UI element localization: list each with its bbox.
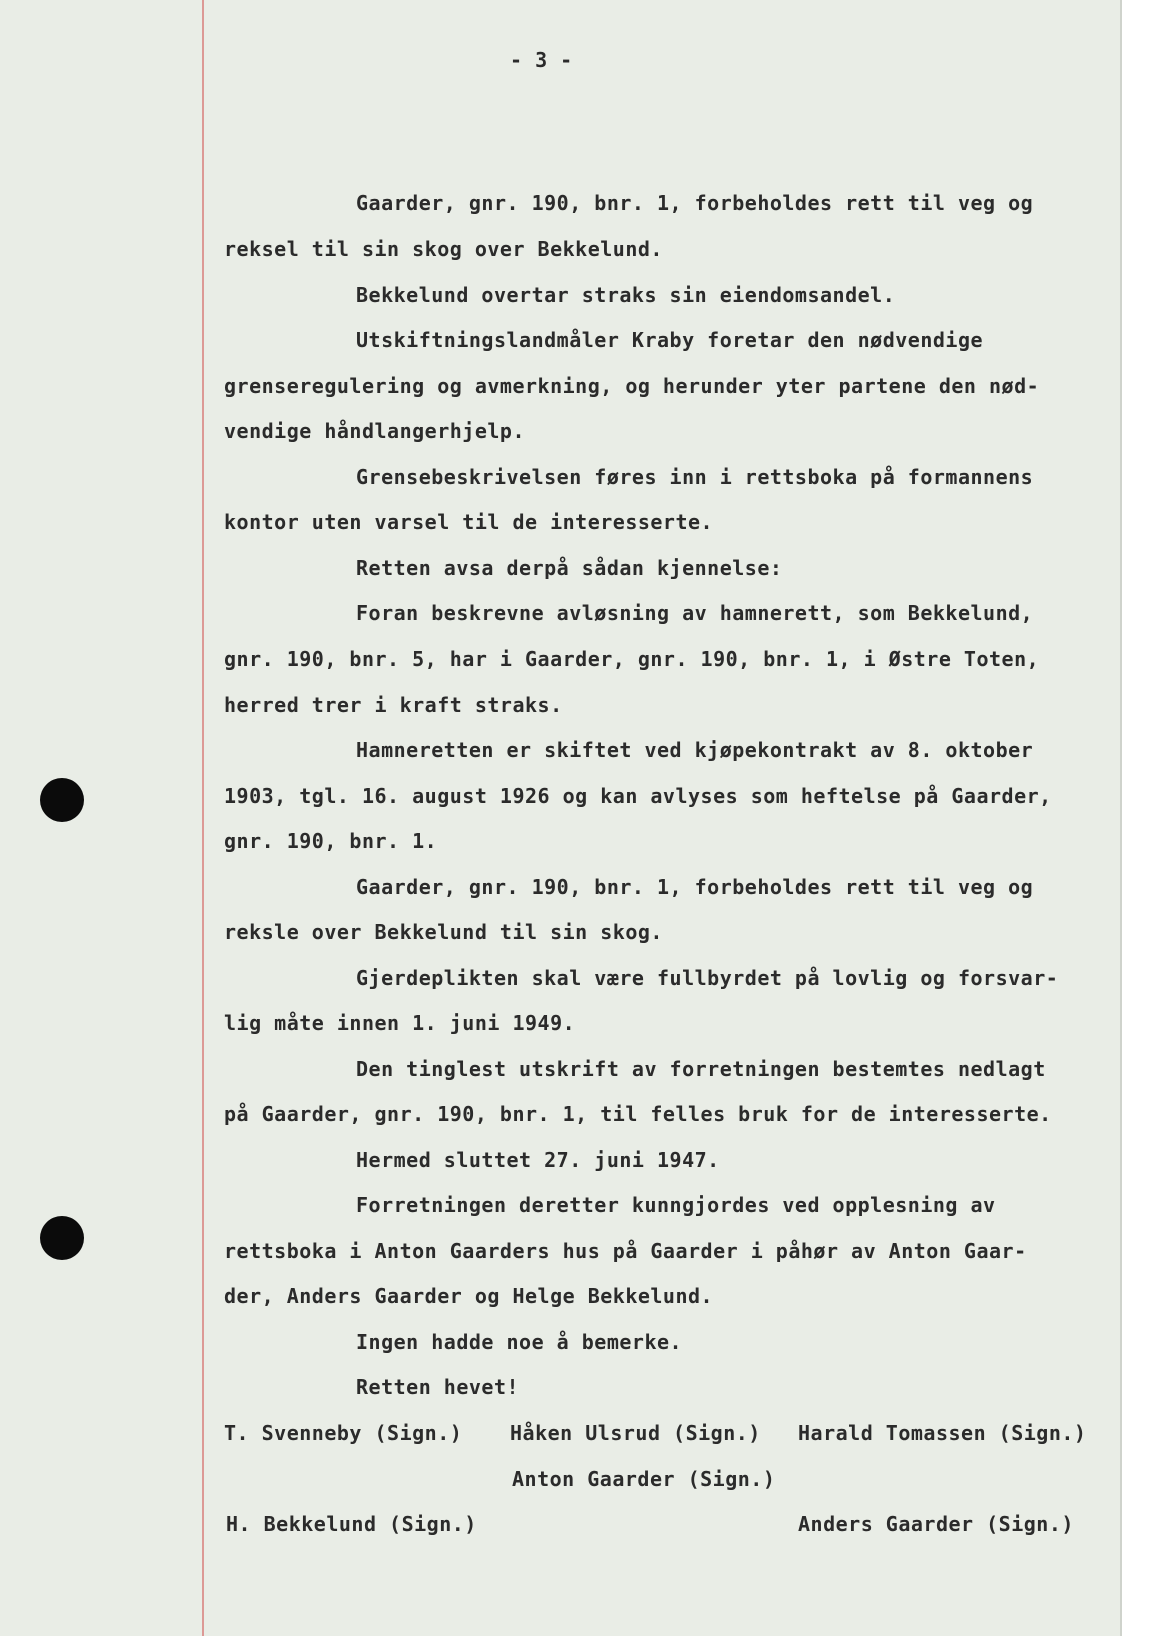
text-line: reksle over Bekkelund til sin skog. xyxy=(224,920,663,944)
page-number: - 3 - xyxy=(510,48,573,72)
text-line: reksel til sin skog over Bekkelund. xyxy=(224,237,663,261)
margin-line xyxy=(202,0,204,1636)
text-line: Den tinglest utskrift av forretningen bestemtes nedlagt xyxy=(356,1057,1046,1081)
signature-anders: Anders Gaarder (Sign.) xyxy=(798,1512,1074,1536)
text-line: Gaarder, gnr. 190, bnr. 1, forbeholdes rett til veg og xyxy=(356,191,1034,215)
text-line: på Gaarder, gnr. 190, bnr. 1, til felles bruk for de interesserte. xyxy=(224,1102,1052,1126)
signature-svenneby: T. Svenneby (Sign.) xyxy=(224,1421,463,1445)
text-line: 1903, tgl. 16. august 1926 og kan avlyses som heftelse på Gaarder, xyxy=(224,784,1052,808)
punch-hole-top xyxy=(40,778,84,822)
text-line: Gaarder, gnr. 190, bnr. 1, forbeholdes rett til veg og xyxy=(356,875,1034,899)
text-line: Retten avsa derpå sådan kjennelse: xyxy=(356,556,783,580)
signature-tomassen: Harald Tomassen (Sign.) xyxy=(798,1421,1087,1445)
text-line: Foran beskrevne avløsning av hamnerett, som Bekkelund, xyxy=(356,601,1034,625)
punch-hole-bottom xyxy=(40,1216,84,1260)
text-line: Hermed sluttet 27. juni 1947. xyxy=(356,1148,720,1172)
signature-bekkelund: H. Bekkelund (Sign.) xyxy=(226,1512,477,1536)
text-line: Gjerdeplikten skal være fullbyrdet på lovlig og forsvar- xyxy=(356,966,1059,990)
text-line: rettsboka i Anton Gaarders hus på Gaarder i påhør av Anton Gaar- xyxy=(224,1239,1027,1263)
text-line: herred trer i kraft straks. xyxy=(224,693,563,717)
text-line: grenseregulering og avmerkning, og herunder yter partene den nød- xyxy=(224,374,1040,398)
text-line: Bekkelund overtar straks sin eiendomsandel. xyxy=(356,283,896,307)
text-line: vendige håndlangerhjelp. xyxy=(224,419,525,443)
text-line: kontor uten varsel til de interesserte. xyxy=(224,510,714,534)
text-line: Utskiftningslandmåler Kraby foretar den nødvendige xyxy=(356,328,984,352)
text-line: der, Anders Gaarder og Helge Bekkelund. xyxy=(224,1284,714,1308)
text-line: gnr. 190, bnr. 5, har i Gaarder, gnr. 190, bnr. 1, i Østre Toten, xyxy=(224,647,1040,671)
text-line: Forretningen deretter kunngjordes ved opplesning av xyxy=(356,1193,996,1217)
text-line: Ingen hadde noe å bemerke. xyxy=(356,1330,683,1354)
text-line: Retten hevet! xyxy=(356,1375,520,1399)
text-line: gnr. 190, bnr. 1. xyxy=(224,829,438,853)
text-line: Grensebeskrivelsen føres inn i rettsboka på formannens xyxy=(356,465,1034,489)
signature-anton: Anton Gaarder (Sign.) xyxy=(512,1467,776,1491)
text-line: lig måte innen 1. juni 1949. xyxy=(224,1011,576,1035)
text-line: Hamneretten er skiftet ved kjøpekontrakt av 8. oktober xyxy=(356,738,1034,762)
signature-ulsrud: Håken Ulsrud (Sign.) xyxy=(510,1421,761,1445)
